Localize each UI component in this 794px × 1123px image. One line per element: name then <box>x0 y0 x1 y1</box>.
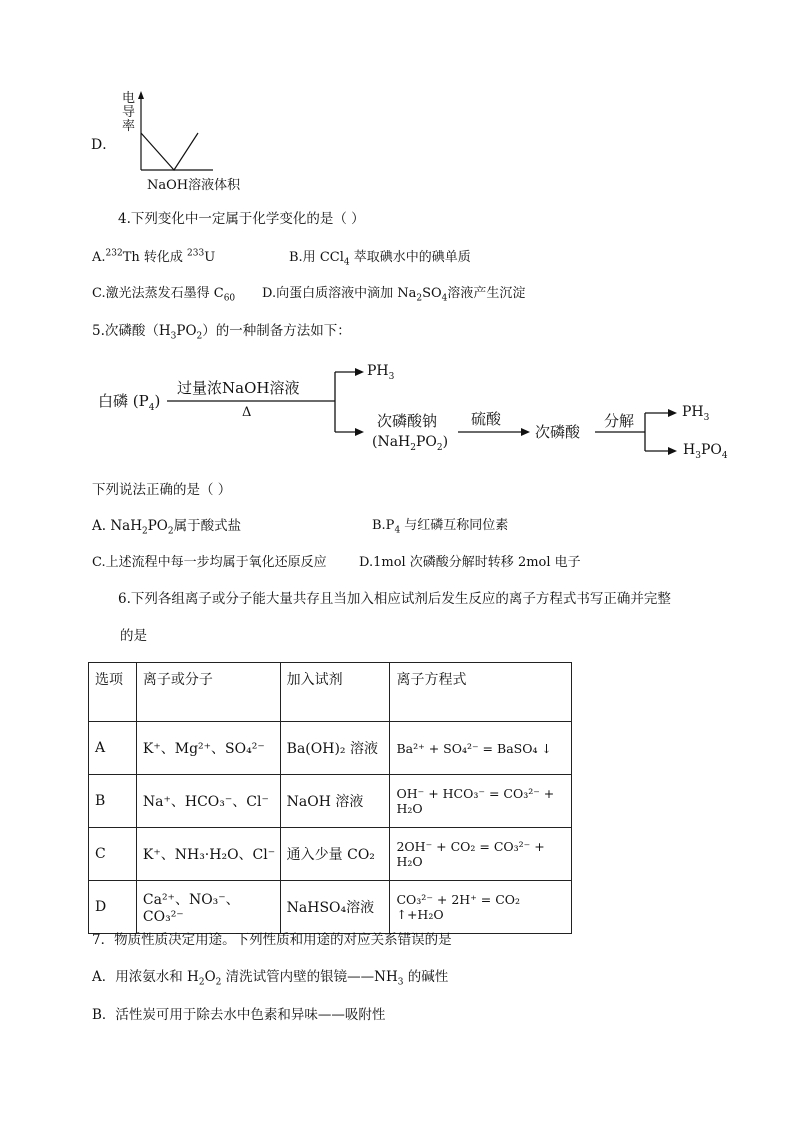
q5-option-d: D.1mol 次磷酸分解时转移 2mol 电子 <box>359 555 581 570</box>
table-row <box>89 722 572 775</box>
hypophosphorous-flow-diagram <box>95 355 745 465</box>
q4-option-b: B.用 CCl$_4$ 萃取碘水中的碘单质 <box>289 250 471 268</box>
conductivity-graph <box>118 90 258 193</box>
header-reagent: 加入试剂 <box>280 663 390 722</box>
row-reagent: NaOH 溶液 <box>280 775 390 828</box>
flow-product-ph3: $PH_3$ <box>367 363 395 382</box>
table-row <box>89 775 572 828</box>
q7-option-a: A．用浓氨水和 $H_2O_2$ 清洗试管内壁的银镜$——NH_3$ 的碱性 <box>92 969 449 988</box>
row-equation: OH⁻ + HCO₃⁻ = CO₃²⁻ + H₂O <box>390 775 572 828</box>
row-equation: 2OH⁻ + CO₂ = CO₃²⁻ + H₂O <box>390 828 572 881</box>
row-ions: K⁺、NH₃·H₂O、Cl⁻ <box>136 828 280 881</box>
flow-start-white-phosphorus: 白磷 $(P_4)$ <box>98 392 161 413</box>
flow-product-hypophosphorous-acid: 次磷酸 <box>535 423 581 441</box>
q5-option-b: $B.P_4$ 与红磷互称同位素 <box>372 518 509 536</box>
q7-stem: 7．物质性质决定用途。下列性质和用途的对应关系错误的是 <box>92 932 452 948</box>
q6-stem-line1: 6.下列各组离子或分子能大量共存且当加入相应试剂后发生反应的离子方程式书写正确并完整 <box>118 591 671 607</box>
row-reagent: Ba(OH)₂ 溶液 <box>280 722 390 775</box>
flow-reagent-naoh: 过量浓NaOH溶液 <box>177 379 300 397</box>
table-header-row <box>89 663 572 722</box>
q5-stem: 5.次磷酸$(H_3PO_2)$的一种制备方法如下： <box>92 323 351 342</box>
y-axis-label-3: 率 <box>122 119 136 134</box>
x-axis-label: NaOH溶液体积 <box>147 178 241 193</box>
option-d-letter: D． <box>91 137 117 153</box>
y-axis-label-2: 导 <box>122 105 136 120</box>
q4-option-d: D.向蛋白质溶液中滴加 $Na_2SO_4$溶液产生沉淀 <box>262 286 526 304</box>
flow-product-sodium-hypophosphite: 次磷酸钠 <box>377 412 438 430</box>
q5-option-a: A. $NaH_2PO_2$属于酸式盐 <box>92 518 242 537</box>
row-reagent: 通入少量 CO₂ <box>280 828 390 881</box>
q5-option-c: C.上述流程中每一步均属于氧化还原反应 <box>92 555 327 570</box>
row-ions: K⁺、Mg²⁺、SO₄²⁻ <box>136 722 280 775</box>
header-equation: 离子方程式 <box>390 663 572 722</box>
flow-step-decompose: 分解 <box>604 412 635 430</box>
flow-product-ph3-2: $PH_3$ <box>682 404 710 423</box>
table-row <box>89 881 572 934</box>
row-equation: Ba²⁺ + SO₄²⁻ = BaSO₄ ↓ <box>390 722 572 775</box>
q4-option-c: C.激光法蒸发石墨得 $C_{60}$ <box>92 286 236 304</box>
row-option: B <box>89 775 137 828</box>
row-option: D <box>89 881 137 934</box>
row-equation: CO₃²⁻ + 2H⁺ = CO₂ ↑+H₂O <box>390 881 572 934</box>
q4-option-a: A.$^{232}$Th 转化成 $^{233}$U <box>92 248 216 265</box>
flow-reagent-sulfuric-acid: 硫酸 <box>471 410 502 428</box>
flow-product-nah2po2: $(NaH_2PO_2)$ <box>372 434 449 453</box>
row-reagent: NaHSO₄溶液 <box>280 881 390 934</box>
flow-product-h3po4: $H_3PO_4$ <box>683 442 728 461</box>
q4-stem: 4.下列变化中一定属于化学变化的是（ ） <box>118 211 365 227</box>
q5-prompt: 下列说法正确的是（ ） <box>92 482 232 498</box>
row-ions: Na⁺、HCO₃⁻、Cl⁻ <box>136 775 280 828</box>
y-axis-label-1: 电 <box>122 91 136 106</box>
q7-option-b: B．活性炭可用于除去水中色素和异味——吸附性 <box>92 1007 386 1023</box>
row-ions: Ca²⁺、NO₃⁻、CO₃²⁻ <box>136 881 280 934</box>
table-row <box>89 828 572 881</box>
header-ions: 离子或分子 <box>136 663 280 722</box>
header-option: 选项 <box>89 663 137 722</box>
row-option: C <box>89 828 137 881</box>
q6-stem-line2: 的是 <box>120 628 147 644</box>
flow-condition-heat: Δ <box>242 405 252 420</box>
ion-options-table <box>88 662 572 934</box>
row-option: A <box>89 722 137 775</box>
